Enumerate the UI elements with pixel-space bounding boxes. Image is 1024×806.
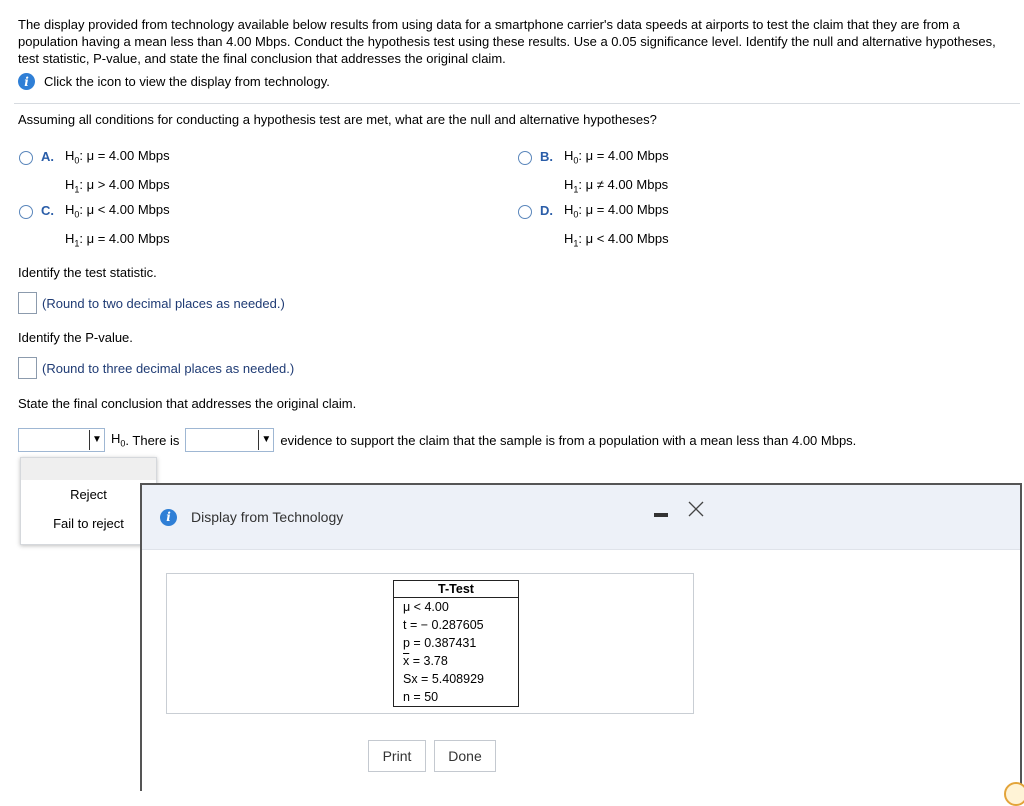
option-fail-to-reject[interactable]: Fail to reject <box>53 516 124 531</box>
decision-dropdown[interactable] <box>18 428 105 452</box>
t-test-line-p: p = 0.387431 <box>403 636 477 650</box>
hypotheses-question: Assuming all conditions for conducting a hypothesis test are met, what are the null and alternative hypotheses? <box>18 112 657 127</box>
radio-c[interactable] <box>19 205 33 219</box>
dropdown-arrow-icon[interactable]: ▼ <box>89 430 104 450</box>
choice-letter: A. <box>41 149 54 164</box>
info-link-text: Click the icon to view the display from technology. <box>44 74 330 89</box>
radio-b[interactable] <box>518 151 532 165</box>
p-value-input[interactable] <box>18 357 37 379</box>
divider <box>14 103 1020 104</box>
choice-a[interactable] <box>19 148 170 201</box>
h0-line: $H_0$: μ = 4.00 Mbps <box>564 148 669 166</box>
minimize-icon[interactable] <box>654 513 668 517</box>
t-test-line-n: n = 50 <box>403 690 439 704</box>
done-button[interactable]: Done <box>434 740 496 772</box>
technology-output-frame <box>166 573 694 714</box>
choice-b[interactable] <box>518 148 669 201</box>
test-statistic-row <box>18 292 285 314</box>
problem-statement: The display provided from technology available below results from using data for a smartphone carrier's data speeds at airports to test the claim that they are from a population having a mean less than 4.00 Mbps. Conduct the hypothesis test using these results. Use a 0.05 significance level. Identify the null and alternative hypotheses, test statistic, P-value, and state the final conclusion that addresses the original claim. <box>18 17 996 66</box>
technology-info-link[interactable] <box>18 73 330 90</box>
choice-d[interactable] <box>518 202 669 255</box>
h0-line: $H_0$: μ = 4.00 Mbps <box>65 148 170 166</box>
choice-c[interactable] <box>19 202 170 255</box>
option-reject[interactable]: Reject <box>70 487 107 502</box>
radio-a[interactable] <box>19 151 33 165</box>
h0-symbol: $H_0$ <box>111 431 126 449</box>
radio-d[interactable] <box>518 205 532 219</box>
info-icon: i <box>160 509 177 526</box>
test-statistic-label: Identify the test statistic. <box>18 265 157 280</box>
decision-dropdown-menu <box>20 457 157 545</box>
p-value-hint: (Round to three decimal places as needed.) <box>42 360 295 376</box>
evidence-dropdown[interactable] <box>185 428 274 452</box>
t-test-line-hypothesis: μ < 4.00 <box>403 600 449 614</box>
conclusion-label: State the final conclusion that addresses the original claim. <box>18 396 357 411</box>
t-test-line-mean: $\overline{x} = 3.78$ <box>403 654 448 668</box>
conclusion-there-is: . There is <box>125 432 180 448</box>
info-icon[interactable]: i <box>18 73 35 90</box>
conclusion-rest: evidence to support the claim that the sample is from a population with a mean less than 4.00 Mbps. <box>280 432 857 448</box>
choice-letter: D. <box>540 203 553 218</box>
dialog-header <box>142 485 1020 550</box>
h1-line: $H_1$: μ > 4.00 Mbps <box>65 176 170 195</box>
t-test-line-t: t = − 0.287605 <box>403 618 484 632</box>
h1-line: $H_1$: μ ≠ 4.00 Mbps <box>564 176 669 195</box>
h1-line: $H_1$: μ = 4.00 Mbps <box>65 230 170 249</box>
t-test-title: T-Test <box>394 581 518 598</box>
print-button[interactable]: Print <box>368 740 426 772</box>
h0-line: $H_0$: μ = 4.00 Mbps <box>564 202 669 220</box>
h1-line: $H_1$: μ < 4.00 Mbps <box>564 230 669 249</box>
test-statistic-input[interactable] <box>18 292 37 314</box>
dialog-title: Display from Technology <box>191 509 344 525</box>
p-value-row <box>18 357 294 379</box>
test-statistic-hint: (Round to two decimal places as needed.) <box>42 295 285 311</box>
t-test-output <box>393 580 519 707</box>
t-test-line-sx: Sx = 5.408929 <box>403 672 484 686</box>
x-bar-symbol: $\overline{x}$ <box>403 654 410 668</box>
technology-dialog <box>140 483 1022 791</box>
choice-letter: C. <box>41 203 54 218</box>
dropdown-arrow-icon[interactable]: ▼ <box>258 430 273 450</box>
p-value-label: Identify the P-value. <box>18 330 133 345</box>
conclusion-row <box>18 428 856 452</box>
help-icon[interactable] <box>1004 782 1024 806</box>
choice-letter: B. <box>540 149 553 164</box>
h0-line: $H_0$: μ < 4.00 Mbps <box>65 202 170 220</box>
close-icon[interactable] <box>686 499 706 519</box>
dropdown-blank-option[interactable] <box>21 458 156 480</box>
